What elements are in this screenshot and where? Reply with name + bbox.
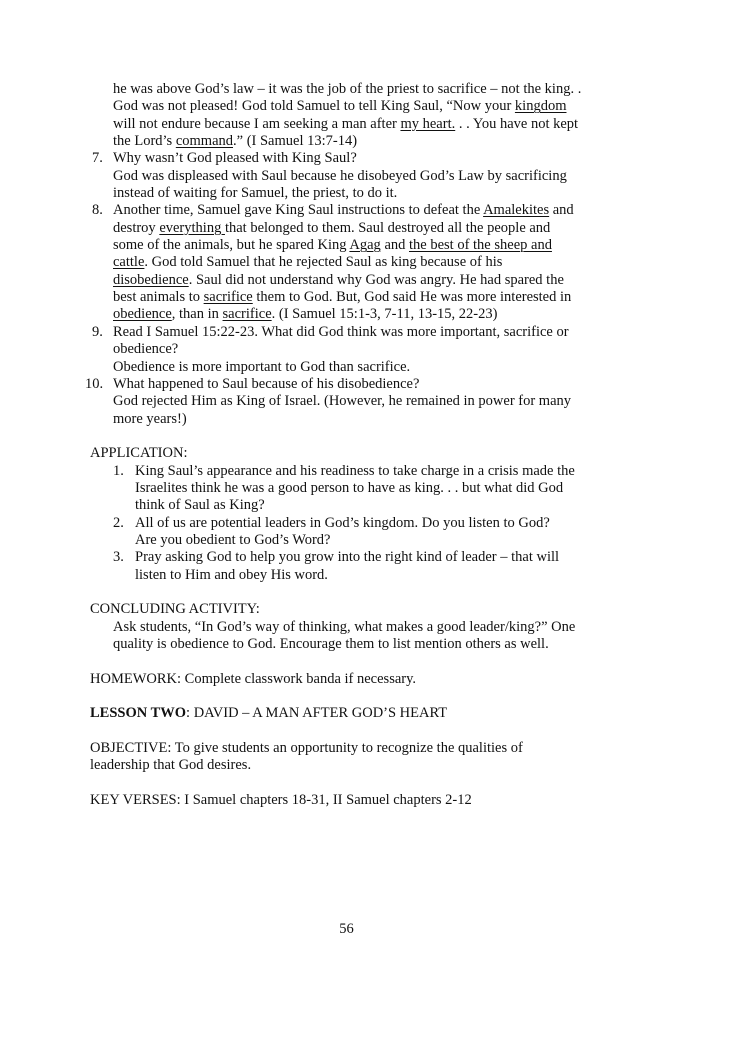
text-line	[0, 289, 749, 306]
underlined-text: everything	[159, 219, 225, 236]
line-text	[90, 671, 416, 688]
text-segment: God was displeased with Saul because he disobeyed God’s Law by sacrificing	[113, 167, 567, 184]
text-segment: quality is obedience to God. Encourage them to list mention others as well.	[113, 636, 549, 652]
text-line	[0, 497, 749, 514]
text-segment: them to God. But, God said He was more interested in	[252, 289, 572, 306]
text-line	[0, 359, 749, 376]
line-text	[113, 341, 178, 358]
blank-line	[0, 723, 749, 740]
line-text	[113, 359, 410, 376]
underlined-text: kingdom	[514, 98, 567, 115]
text-segment: Another time, Samuel gave King Saul instructions to defeat the	[113, 202, 484, 219]
text-line	[0, 237, 749, 254]
line-text	[135, 549, 559, 566]
text-segment: instead of waiting for Samuel, the priest, to do it.	[113, 185, 398, 202]
text-segment: God was not pleased! God told Samuel to tell King Saul, “Now your	[113, 98, 515, 115]
text-line	[0, 220, 749, 237]
line-text	[113, 81, 581, 98]
line-text	[113, 636, 549, 653]
line-text	[135, 480, 563, 497]
text-line	[0, 740, 749, 757]
text-line	[0, 705, 749, 722]
text-segment: think of Saul as King?	[135, 497, 265, 514]
list-number: 7.	[92, 150, 103, 167]
line-text	[90, 445, 187, 462]
line-text	[113, 185, 397, 202]
blank-line	[0, 688, 749, 705]
text-segment: leadership that God desires.	[90, 757, 252, 774]
page-number: 56	[339, 921, 354, 937]
text-line	[0, 619, 749, 636]
text-segment: and	[380, 237, 409, 254]
text-segment: . Saul did not understand why God was angry. He had spared the	[188, 271, 564, 288]
line-text	[135, 515, 550, 532]
text-segment: Pray asking God to help you grow into the right kind of leader – that will	[135, 549, 560, 566]
text-segment: Obedience is more important to God than sacrifice.	[113, 358, 411, 375]
line-text	[113, 619, 575, 636]
text-segment: APPLICATION:	[90, 445, 188, 462]
text-line	[0, 254, 749, 271]
underlined-text: sacrifice	[222, 306, 272, 323]
text-segment: Are you obedient to God’s Word?	[135, 531, 331, 548]
text-segment: . . You have not kept	[455, 115, 579, 132]
line-text	[135, 532, 331, 549]
line-text	[113, 237, 552, 254]
text-line	[0, 411, 749, 428]
text-line	[0, 133, 749, 150]
text-segment: . (I Samuel 15:1-3, 7-11, 13-15, 22-23)	[271, 306, 498, 323]
text-line	[0, 463, 749, 480]
text-line	[0, 445, 749, 462]
text-segment: Israelites think he was a good person to have as king. . . but what did God	[135, 479, 564, 496]
underlined-text: disobedience	[113, 271, 189, 288]
line-text	[90, 601, 260, 618]
text-line	[0, 567, 749, 584]
underlined-text: the best of the sheep and	[409, 237, 552, 254]
underlined-text: obedience	[113, 306, 172, 323]
document-body	[0, 81, 749, 809]
underlined-text: Agag	[349, 237, 381, 254]
underlined-text: Amalekites	[483, 202, 550, 219]
text-line	[0, 202, 749, 219]
text-line	[0, 376, 749, 393]
underlined-text: my heart.	[400, 115, 456, 132]
text-segment: KEY VERSES: I Samuel chapters 18-31, II Samuel chapters 2-12	[90, 792, 472, 809]
line-text	[113, 133, 357, 150]
text-segment: he was above God’s law – it was the job of the priest to sacrifice – not the king. .	[113, 81, 582, 97]
underlined-text: command	[175, 133, 234, 150]
text-line	[0, 549, 749, 566]
text-line	[0, 792, 749, 809]
text-line	[0, 757, 749, 774]
line-text	[113, 306, 497, 323]
blank-line	[0, 653, 749, 670]
text-line	[0, 341, 749, 358]
text-segment: God rejected Him as King of Israel. (However, he remained in power for many	[113, 393, 572, 410]
text-line	[0, 81, 749, 98]
line-text	[113, 289, 571, 306]
text-segment: that belonged to them. Saul destroyed all the people and	[224, 219, 551, 236]
text-line	[0, 671, 749, 688]
line-text	[90, 792, 472, 809]
list-number: 9.	[92, 323, 103, 340]
bold-text: LESSON TWO	[90, 705, 187, 722]
underlined-text: sacrifice	[203, 289, 253, 306]
text-segment: .” (I Samuel 13:7-14)	[233, 133, 358, 150]
blank-line	[0, 584, 749, 601]
text-segment: will not endure because I am seeking a man after	[113, 115, 401, 132]
text-segment: HOMEWORK: Complete classwork banda if necessary.	[90, 670, 417, 687]
text-segment: and	[549, 202, 574, 219]
text-segment: Read I Samuel 15:22-23. What did God think was more important, sacrifice or	[113, 323, 569, 340]
list-number: 10.	[85, 375, 104, 392]
line-text	[113, 411, 187, 428]
line-text	[90, 740, 523, 757]
text-segment: the Lord’s	[113, 133, 176, 150]
line-text	[113, 393, 571, 410]
text-line	[0, 150, 749, 167]
line-text	[135, 463, 575, 480]
text-segment: Ask students, “In God’s way of thinking, what makes a good leader/king?” One	[113, 618, 576, 635]
text-segment: , than in	[171, 306, 223, 323]
line-text	[113, 272, 564, 289]
list-number: 2.	[113, 514, 124, 531]
text-segment: : DAVID – A MAN AFTER GOD’S HEART	[186, 705, 448, 722]
text-segment: King Saul’s appearance and his readiness to take charge in a crisis made the	[135, 462, 575, 479]
text-segment: listen to Him and obey His word.	[135, 566, 328, 583]
text-segment: some of the animals, but he spared King	[113, 237, 350, 254]
line-text	[113, 324, 569, 341]
line-text	[113, 254, 502, 271]
text-line	[0, 168, 749, 185]
line-text	[113, 98, 566, 115]
line-text	[113, 376, 419, 393]
text-segment: What happened to Saul because of his disobedience?	[113, 375, 420, 392]
line-text	[90, 705, 447, 722]
text-line	[0, 480, 749, 497]
text-line	[0, 185, 749, 202]
line-text	[113, 116, 578, 133]
text-segment: best animals to	[113, 289, 204, 306]
line-text	[90, 757, 251, 774]
text-segment: OBJECTIVE: To give students an opportunity to recognize the qualities of	[90, 740, 523, 757]
line-text	[113, 220, 550, 237]
text-segment: destroy	[113, 219, 160, 236]
text-line	[0, 532, 749, 549]
text-line	[0, 324, 749, 341]
line-text	[113, 202, 574, 219]
line-text	[135, 497, 265, 514]
text-line	[0, 98, 749, 115]
underlined-text: cattle	[113, 254, 145, 271]
list-number: 1.	[113, 462, 124, 479]
text-segment: . God told Samuel that he rejected Saul as king because of his	[144, 254, 503, 271]
text-segment: CONCLUDING ACTIVITY:	[90, 601, 260, 618]
text-line	[0, 601, 749, 618]
text-line	[0, 636, 749, 653]
line-text	[135, 567, 328, 584]
list-number: 8.	[92, 202, 103, 219]
text-segment: obedience?	[113, 341, 179, 358]
text-line	[0, 272, 749, 289]
text-line	[0, 116, 749, 133]
line-text	[113, 168, 567, 185]
blank-line	[0, 428, 749, 445]
text-segment: more years!)	[113, 410, 187, 427]
text-line	[0, 515, 749, 532]
text-line	[0, 393, 749, 410]
line-text	[113, 150, 357, 167]
text-segment: All of us are potential leaders in God’s kingdom. Do you listen to God?	[135, 514, 550, 531]
blank-line	[0, 775, 749, 792]
text-line	[0, 306, 749, 323]
text-segment: Why wasn’t God pleased with King Saul?	[113, 150, 357, 167]
list-number: 3.	[113, 549, 124, 566]
